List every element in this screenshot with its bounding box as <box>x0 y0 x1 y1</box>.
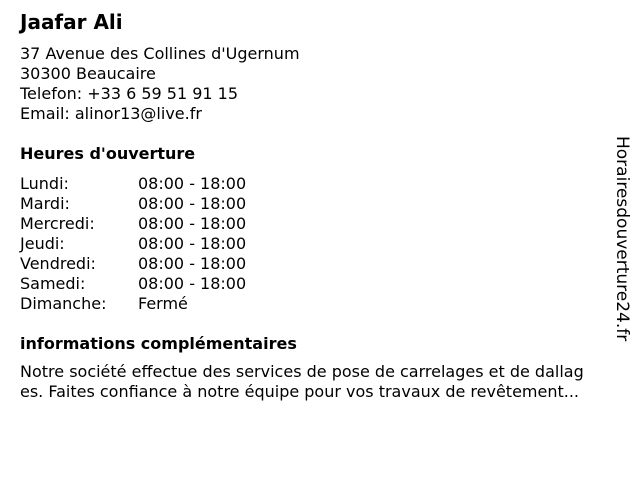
hours-row-monday <box>20 174 632 194</box>
time-range: 08:00 - 18:00 <box>138 214 247 233</box>
hours-row-saturday <box>20 274 632 294</box>
day-label: Dimanche: <box>20 294 107 313</box>
day-label: Mercredi: <box>20 214 95 233</box>
time-range: Fermé <box>138 294 188 313</box>
address-street: 37 Avenue des Collines d'Ugernum <box>20 44 300 63</box>
business-card <box>20 8 632 402</box>
hours-table <box>20 174 632 314</box>
day-label: Vendredi: <box>20 254 96 273</box>
hours-heading: Heures d'ouverture <box>20 144 196 163</box>
hours-row-friday <box>20 254 632 274</box>
time-range: 08:00 - 18:00 <box>138 254 247 273</box>
day-label: Samedi: <box>20 274 86 293</box>
contact-block <box>20 44 632 124</box>
day-label: Lundi: <box>20 174 69 193</box>
info-description <box>20 362 630 402</box>
time-range: 08:00 - 18:00 <box>138 174 247 193</box>
address-city: 30300 Beaucaire <box>20 64 156 83</box>
info-line-1: Notre société effectue des services de pose de carrelages et de dallag <box>20 362 584 381</box>
info-heading: informations complémentaires <box>20 334 297 353</box>
hours-row-thursday <box>20 234 632 254</box>
email-text: Email: alinor13@live.fr <box>20 104 202 123</box>
hours-row-tuesday <box>20 194 632 214</box>
site-watermark: Horairesdouverture24.fr <box>612 136 632 342</box>
info-line-2: es. Faites confiance à notre équipe pour vos travaux de revêtement... <box>20 382 580 401</box>
day-label: Mardi: <box>20 194 70 213</box>
time-range: 08:00 - 18:00 <box>138 274 247 293</box>
hours-row-sunday <box>20 294 632 314</box>
phone-text: Telefon: +33 6 59 51 91 15 <box>20 84 239 103</box>
time-range: 08:00 - 18:00 <box>138 234 247 253</box>
day-label: Jeudi: <box>20 234 65 253</box>
business-name: Jaafar Ali <box>20 10 123 34</box>
hours-row-wednesday <box>20 214 632 234</box>
time-range: 08:00 - 18:00 <box>138 194 247 213</box>
